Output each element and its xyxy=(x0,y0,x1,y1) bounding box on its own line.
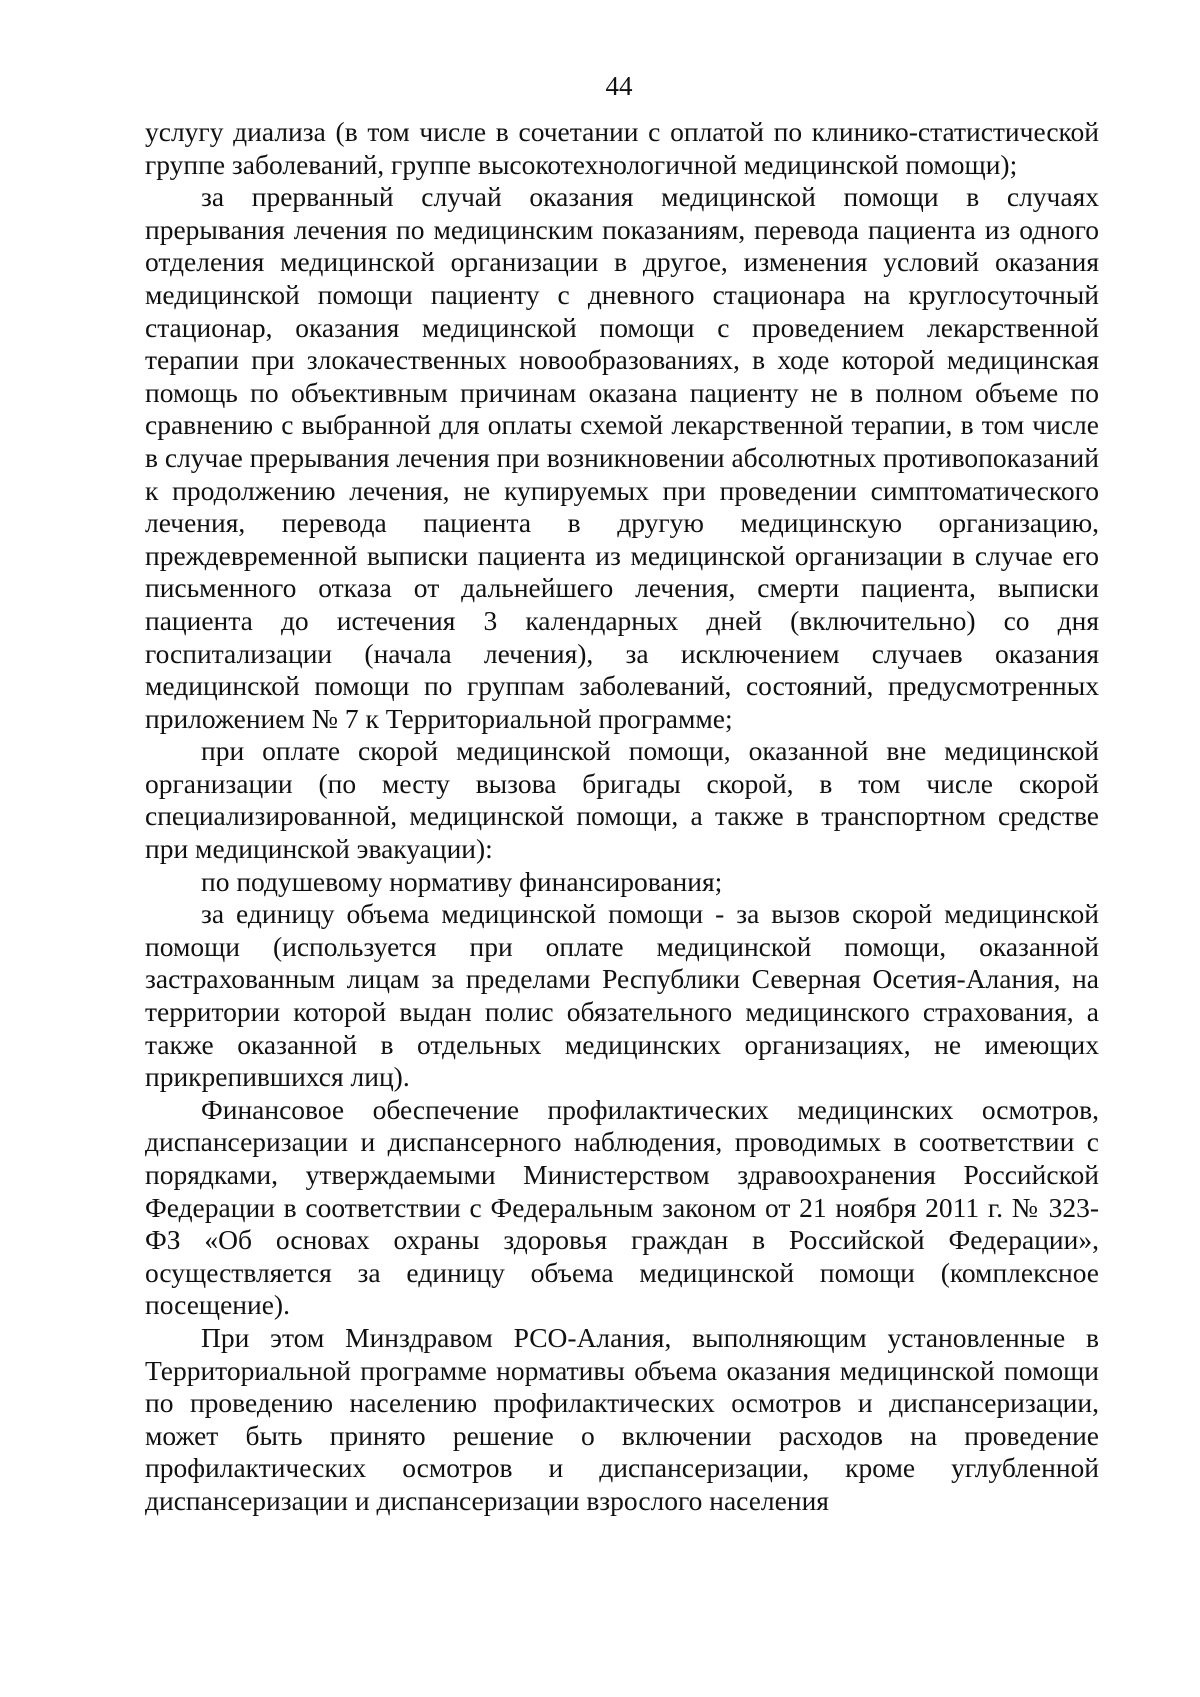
page-number: 44 xyxy=(605,71,633,101)
paragraph-per-capita-norm: по подушевому нормативу финансирования; xyxy=(201,865,723,897)
paragraph-per-call-unit: за единицу объема медицинской помощи - за вызов скорой медицинской помощи (используется при оплате медицинской помощи, оказанной застрахованным лицам за пределами Республики Северная Осетия-Алания, на территории которой выдан полис обязательного медицинского страхования, а также оказанной в отдельных медицинских организациях, не имеющих прикрепившихся лиц). xyxy=(145,898,1099,1093)
paragraph-interrupted-case: за прерванный случай оказания медицинской помощи в случаях прерывания лечения по медицинским показаниям, перевода пациента из одного отделения медицинской организации в другое, изменения условий оказания медицинской помощи пациенту с дневного стационара на круглосуточный стационар, оказания медицинской помощи с проведением лекарственной терапии при злокачественных новообразованиях, в ходе которой медицинская помощь по объективным причинам оказана пациенту не в полном объеме по сравнению с выбранной для оплаты схемой лекарственной терапии, в том числе в случае прерывания лечения при возникновении абсолютных противопоказаний к продолжению лечения, не купируемых при проведении симптоматического лечения, перевода пациента в другую медицинскую организацию, преждевременной выписки пациента из медицинской организации в случае его письменного отказа от дальнейшего лечения, смерти пациента, выписки пациента до истечения 3 календарных дней (включительно) со дня госпитализации (начала лечения), за исключением случаев оказания медицинской помощи по группам заболеваний, состояний, предусмотренных приложением № 7 к Территориальной программе; xyxy=(145,181,1099,734)
paragraph-ministry-decision: При этом Минздравом РСО-Алания, выполняющим установленные в Территориальной программе нормативы объема оказания медицинской помощи по проведению населению профилактических осмотров и диспансеризации, может быть принято решение о включении расходов на проведение профилактических осмотров и диспансеризации, кроме углубленной диспансеризации и диспансеризации взрослого населения xyxy=(145,1321,1099,1516)
document-body xyxy=(145,116,1099,1518)
paragraph-preventive-exams-financing: Финансовое обеспечение профилактических медицинских осмотров, диспансеризации и диспансерного наблюдения, проводимых в соответствии с порядками, утверждаемыми Министерством здравоохранения Российской Федерации в соответствии с Федеральным законом от 21 ноября 2011 г. № 323-ФЗ «Об основах охраны здоровья граждан в Российской Федерации», осуществляется за единицу объема медицинской помощи (комплексное посещение). xyxy=(145,1093,1099,1321)
paragraph-dialysis-continuation: услугу диализа (в том числе в сочетании с оплатой по клинико-статистической группе заболеваний, группе высокотехнологичной медицинской помощи); xyxy=(145,116,1099,180)
paragraph-emergency-care-payment: при оплате скорой медицинской помощи, оказанной вне медицинской организации (по месту вызова бригады скорой, в том числе скорой специализированной, медицинской помощи, а также в транспортном средстве при медицинской эвакуации): xyxy=(145,735,1099,865)
